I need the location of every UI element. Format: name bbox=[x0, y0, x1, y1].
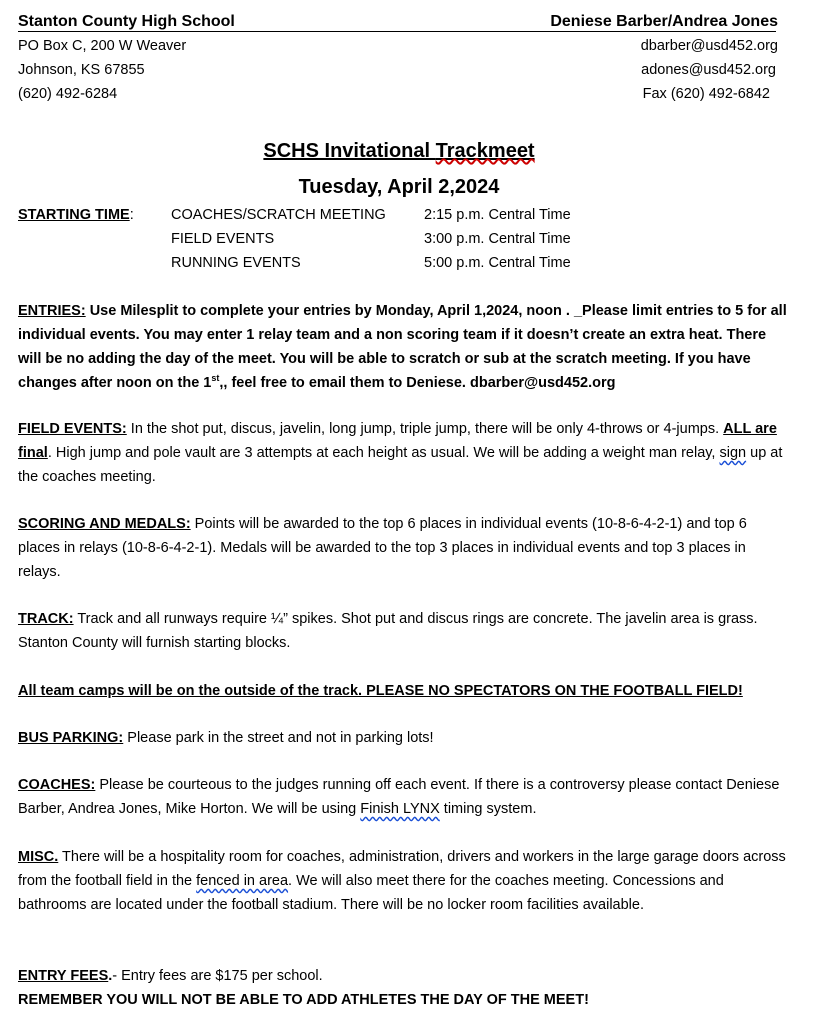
all-are-final-label: ALL are final bbox=[18, 421, 777, 461]
misc-text-2: . We will also meet there for the coaches meeting. Concessions and bathrooms are located under the football stadium. There will be no locker room facilities available. bbox=[18, 873, 724, 913]
coaches-label: COACHES: bbox=[18, 777, 96, 793]
phone-number: (620) 492-6284 bbox=[18, 86, 118, 102]
scoring-section bbox=[18, 512, 788, 584]
schedule-label-suffix: : bbox=[129, 207, 134, 223]
entries-text-a: Use Milesplit to complete your entries by Monday, April 1,2024, noon . bbox=[85, 303, 574, 319]
school-name: Stanton County High School bbox=[18, 13, 235, 30]
field-events-text-3: up at the coaches meeting. bbox=[18, 445, 783, 485]
schedule-row bbox=[18, 251, 718, 275]
meet-title-prefix: SCHS Invitational bbox=[263, 140, 436, 162]
entries-text-d: ,, feel free to email them to Deniese. dbarber@usd452.org bbox=[219, 375, 616, 391]
track-label: TRACK: bbox=[18, 611, 74, 627]
entry-fees-text: - Entry fees are $175 per school. bbox=[112, 968, 323, 984]
misc-section bbox=[18, 845, 788, 917]
entries-text-c: Please limit entries to 5 for all individual events. You may enter 1 relay team and a non scoring team if it doesn’t create an extra heat. There will be no adding the day of the meet. You will be able to scratch or sub at the scratch meeting. If you have changes after noon on the 1 bbox=[18, 303, 787, 391]
misc-label: MISC. bbox=[18, 849, 59, 865]
entry-fees-label-suffix: . bbox=[108, 968, 113, 984]
entry-fees-section bbox=[18, 964, 788, 1012]
misc-squiggle: fenced in area bbox=[196, 873, 289, 889]
coaches-squiggle: Finish LYNX bbox=[360, 801, 440, 817]
misc-text-1: There will be a hospitality room for coaches, administration, drivers and workers in the large garage doors across from the football field in the bbox=[18, 849, 786, 889]
coaches-text-2: timing system. bbox=[439, 801, 537, 817]
schedule-event: COACHES/SCRATCH MEETING bbox=[171, 207, 386, 223]
field-events-text-2: . High jump and pole vault are 3 attempts at each height as usual. We will be adding a weight man relay, bbox=[47, 445, 720, 461]
team-camps-notice bbox=[18, 679, 788, 703]
schedule-label: STARTING TIME bbox=[18, 207, 130, 223]
schedule bbox=[18, 203, 718, 275]
schedule-event: FIELD EVENTS bbox=[171, 231, 275, 247]
bus-parking-section bbox=[18, 726, 788, 750]
field-events-squiggle: sign bbox=[719, 445, 747, 461]
header-right bbox=[550, 10, 778, 106]
meet-title bbox=[0, 137, 798, 165]
entry-fees-label: ENTRY FEES bbox=[18, 968, 109, 984]
bus-parking-label: BUS PARKING: bbox=[18, 730, 124, 746]
field-events-section bbox=[18, 417, 788, 489]
schedule-event: RUNNING EVENTS bbox=[171, 255, 301, 271]
entries-section bbox=[18, 299, 788, 395]
schedule-time: 2:15 p.m. Central Time bbox=[424, 207, 571, 223]
track-text: Track and all runways require ¼” spikes. Shot put and discus rings are concrete. The javelin area is grass. Stanton County will furnish starting blocks. bbox=[18, 611, 758, 651]
field-events-label: FIELD EVENTS: bbox=[18, 421, 127, 437]
fax-number: Fax (620) 492-6842 bbox=[642, 86, 770, 102]
meet-title-word: Trackmeet bbox=[435, 140, 535, 162]
schedule-time: 5:00 p.m. Central Time bbox=[424, 255, 571, 271]
coaches-section bbox=[18, 773, 788, 821]
field-events-text-1: In the shot put, discus, javelin, long jump, triple jump, there will be only 4-throws or 4-jumps. bbox=[126, 421, 724, 437]
bus-parking-text: Please park in the street and not in parking lots! bbox=[123, 730, 434, 746]
schedule-row bbox=[18, 227, 718, 251]
header-left bbox=[18, 10, 235, 106]
meet-date: Tuesday, April 2,2024 bbox=[298, 176, 500, 198]
address-line-2: Johnson, KS 67855 bbox=[18, 62, 145, 78]
coaches-text-1: Please be courteous to the judges running off each event. If there is a controversy please contact Deniese Barber, Andrea Jones, Mike Horton. We will be using bbox=[18, 777, 780, 817]
track-section bbox=[18, 607, 788, 655]
email-1: dbarber@usd452.org bbox=[640, 38, 778, 54]
entry-fees-reminder: REMEMBER YOU WILL NOT BE ABLE TO ADD ATHLETES THE DAY OF THE MEET! bbox=[18, 992, 589, 1008]
scoring-text: Points will be awarded to the top 6 places in individual events (10-8-6-4-2-1) and top 6 places in relays (10-8-6-4-2-1). Medals will be awarded to the top 3 places in individual events and top 3 places in relays. bbox=[18, 516, 747, 580]
schedule-row bbox=[18, 203, 718, 227]
schedule-time: 3:00 p.m. Central Time bbox=[424, 231, 571, 247]
team-camps-text: All team camps will be on the outside of the track. PLEASE NO SPECTATORS ON THE FOOTBALL FIELD! bbox=[18, 683, 743, 699]
entries-text-b: _ bbox=[573, 303, 583, 319]
entries-label: ENTRIES: bbox=[18, 303, 86, 319]
entries-sup: st bbox=[211, 373, 220, 384]
email-2: adones@usd452.org bbox=[641, 62, 776, 78]
scoring-label: SCORING AND MEDALS: bbox=[18, 516, 191, 532]
address-line-1: PO Box C, 200 W Weaver bbox=[18, 38, 187, 54]
contact-names: Deniese Barber/Andrea Jones bbox=[550, 13, 778, 30]
